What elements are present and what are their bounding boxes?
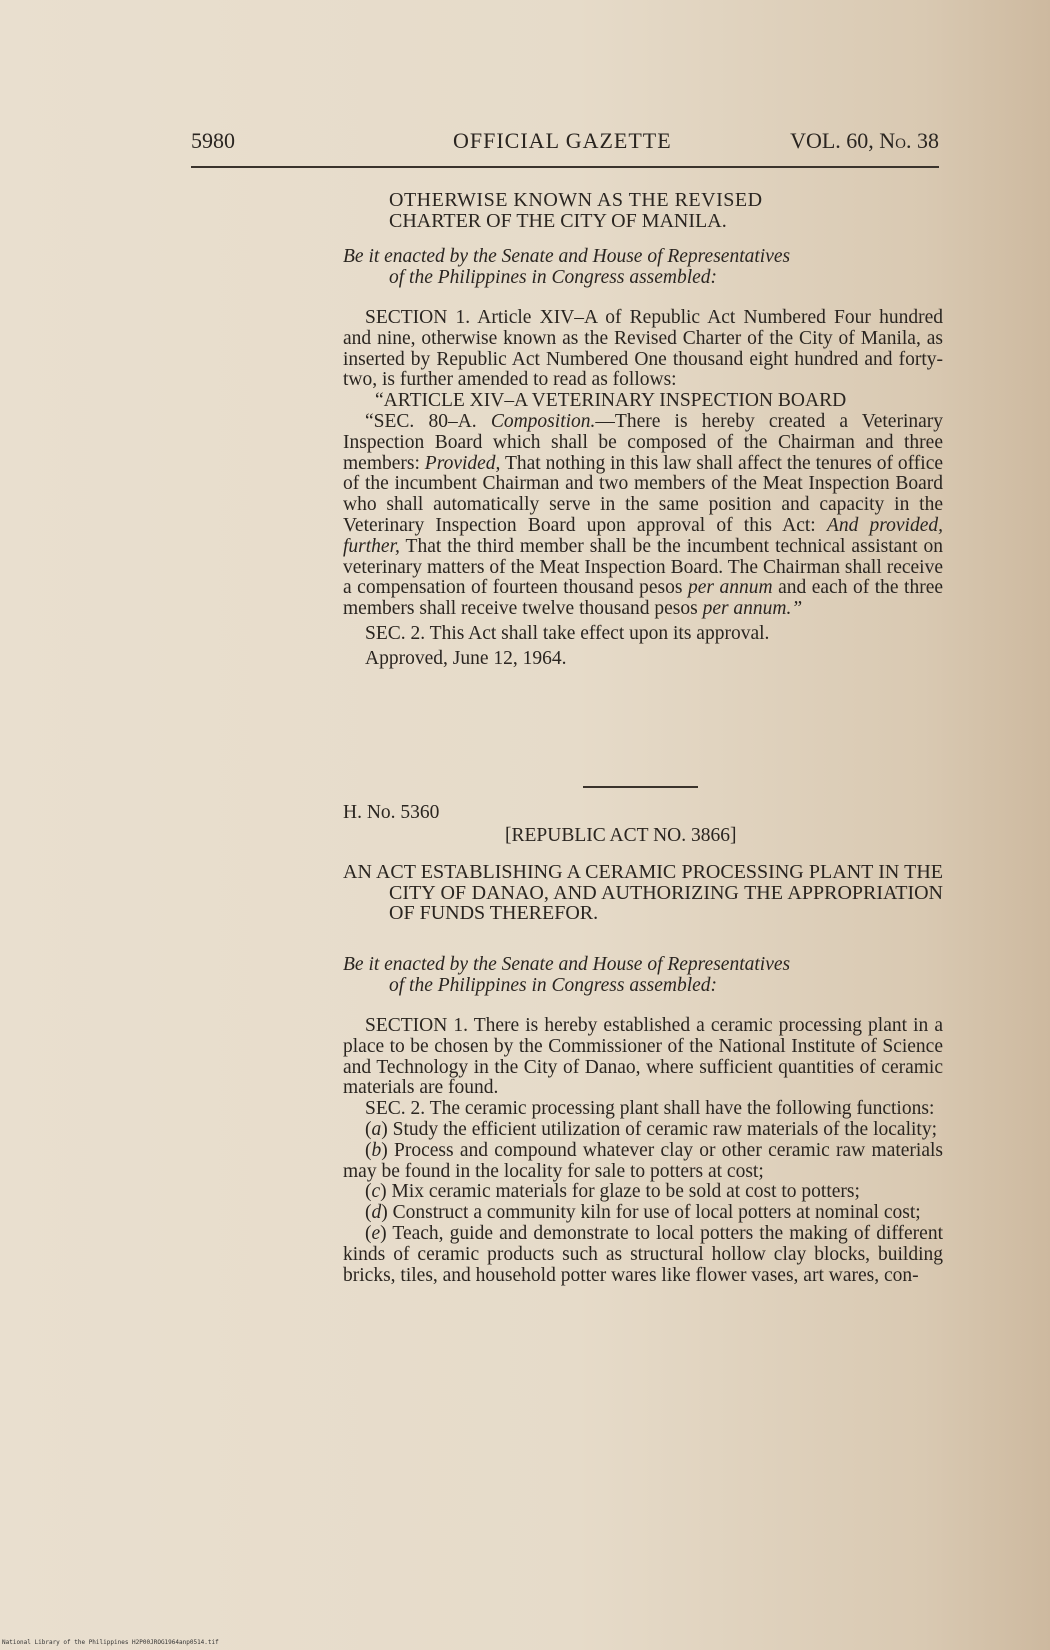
act1-enacting-clause	[343, 247, 943, 289]
section-label: SEC. 2.	[365, 1098, 426, 1120]
act1-title-end	[343, 190, 943, 231]
section-text: and each of the three members shall receive twelve thousand pesos	[343, 577, 944, 620]
item-text: Mix ceramic materials for glaze to be sold at cost to potters;	[391, 1181, 860, 1203]
act1-sec-80a	[343, 412, 943, 620]
section-text: That the third member shall be the incumbent technical assistant on veterinary matters of the Meat Inspection Board. The Chairman shall receive a compensation of fourteen thousand pesos	[343, 535, 943, 599]
section-text: —There is hereby created a Veterinary Inspection Board which shall be composed of the Chairman and three members:	[343, 410, 944, 474]
volume-number: VOL. 60, No. 38	[790, 128, 939, 153]
publication-title: OFFICIAL GAZETTE	[453, 128, 672, 153]
article-heading: “ARTICLE XIV–A VETERINARY INSPECTION BOARD	[375, 390, 847, 412]
act1-section-1	[343, 308, 943, 391]
act2-title: AN ACT ESTABLISHING A CERAMIC PROCESSING PLANT IN THE CITY OF DANAO, AND AUTHORIZING THE APPROPRIATION OF FUNDS THEREFOR.	[343, 861, 943, 924]
page-header	[191, 128, 939, 158]
function-item: (e) Teach, guide and demonstrate to local potters the making of different kinds of ceramic products such as structural hollow clay blocks, building bricks, tiles, and household potter wares like flower vases, art wares, con-	[343, 1222, 943, 1286]
act1-title-line-2: CHARTER OF THE CITY OF MANILA.	[389, 209, 727, 232]
proviso: Provided,	[424, 452, 501, 474]
act2-section-1	[343, 1016, 943, 1099]
act1-body	[343, 308, 943, 670]
section-text: The ceramic processing plant shall have the following functions:	[429, 1098, 935, 1120]
act1-section-2	[343, 624, 943, 645]
section-text: This Act shall take effect upon its approval.	[429, 622, 770, 644]
item-label: b	[371, 1139, 382, 1161]
act2-body	[343, 1016, 943, 1286]
act2-enacting-clause	[343, 955, 943, 997]
item-label: e	[371, 1222, 381, 1244]
item-label: a	[371, 1118, 382, 1140]
section-label: “SEC. 80–A.	[365, 410, 477, 432]
latin-term: per annum	[687, 577, 773, 599]
act2-republic-act: [REPUBLIC ACT NO. 3866]	[505, 825, 737, 846]
act-separator	[583, 786, 698, 788]
act2-enacting-line-1: Be it enacted by the Senate and House of Representatives	[343, 954, 791, 975]
item-text: Teach, guide and demonstrate to local potters the making of different kinds of ceramic products such as structural hollow clay blocks, building bricks, tiles, and household potter wares like flower vases, art wares, con-	[343, 1222, 943, 1286]
scan-footer: National Library of the Philippines H2P00JROG1964anp0514.tif	[2, 1639, 219, 1646]
page-number: 5980	[191, 128, 235, 153]
item-text: Process and compound whatever clay or other ceramic raw materials may be found in the locality for sale to potters at cost;	[343, 1139, 943, 1182]
header-rule	[191, 166, 939, 168]
act2-section-2	[343, 1099, 943, 1120]
act1-enacting-line-1: Be it enacted by the Senate and House of Representatives	[343, 246, 791, 267]
act1-enacting-line-2: of the Philippines in Congress assembled:	[389, 266, 718, 288]
function-item: (a) Study the efficient utilization of ceramic raw materials of the locality;	[365, 1118, 937, 1140]
function-item: (d) Construct a community kiln for use of local potters at nominal cost;	[365, 1202, 921, 1224]
item-text: Construct a community kiln for use of local potters at nominal cost;	[392, 1202, 921, 1224]
act2-enacting-line-2: of the Philippines in Congress assembled:	[389, 974, 718, 996]
section-title: Composition.	[490, 410, 596, 432]
section-label: SECTION 1.	[365, 307, 471, 328]
item-text: Study the efficient utilization of ceramic raw materials of the locality;	[392, 1118, 937, 1140]
item-label: d	[371, 1202, 382, 1224]
function-item: (b) Process and compound whatever clay or other ceramic raw materials may be found in the locality for sale to potters at cost;	[343, 1139, 943, 1182]
section-text: That nothing in this law shall affect the tenures of office of the incumbent Chairman and two members of the Meat Inspection Board who shall automatically serve in the same position and capacity in the Veterinary Inspection Board upon approval of this Act:	[343, 452, 944, 536]
item-label: c	[371, 1181, 381, 1203]
section-text: There is hereby established a ceramic processing plant in a place to be chosen by the Commissioner of the National Institute of Science and Technology in the City of Danao, where sufficient quantities of ceramic materials are found.	[343, 1015, 943, 1099]
section-text: Article XIV–A of Republic Act Numbered Four hundred and nine, otherwise known as the Revised Charter of the City of Manila, as inserted by Republic Act Numbered One thousand eight hundred and forty-two, is further amended to read as follows:	[343, 307, 943, 391]
function-item: (c) Mix ceramic materials for glaze to be sold at cost to potters;	[365, 1181, 860, 1203]
section-label: SEC. 2.	[365, 622, 426, 644]
proviso: And provided, further,	[343, 514, 943, 557]
approval-date: Approved, June 12, 1964.	[365, 647, 567, 669]
act2-house-number: H. No. 5360	[343, 802, 440, 823]
latin-term: per annum.”	[702, 598, 803, 620]
act1-title-line-1: OTHERWISE KNOWN AS THE REVISED	[389, 189, 763, 211]
section-label: SECTION 1.	[365, 1015, 469, 1036]
